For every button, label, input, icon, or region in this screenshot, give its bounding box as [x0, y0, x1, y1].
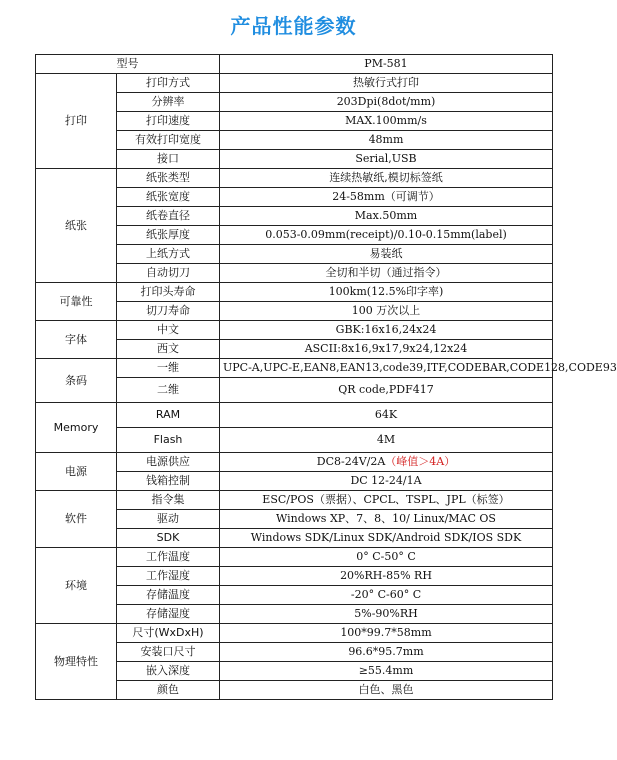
spec-value: 203Dpi(8dot/mm) — [220, 93, 553, 112]
spec-name: 西文 — [117, 340, 220, 359]
spec-name: 嵌入深度 — [117, 662, 220, 681]
spec-name: 打印头寿命 — [117, 283, 220, 302]
spec-value: 4M — [220, 428, 553, 453]
spec-name: Flash — [117, 428, 220, 453]
spec-name: 接口 — [117, 150, 220, 169]
spec-value: Serial,USB — [220, 150, 553, 169]
spec-name: 自动切刀 — [117, 264, 220, 283]
spec-value: 100*99.7*58mm — [220, 624, 553, 643]
table-row — [36, 403, 553, 428]
model-value: PM-581 — [220, 55, 553, 74]
spec-value: 易装纸 — [220, 245, 553, 264]
spec-value: 5%-90%RH — [220, 605, 553, 624]
spec-table — [35, 54, 617, 700]
spec-value: 全切和半切（通过指令） — [220, 264, 553, 283]
spec-value: UPC-A,UPC-E,EAN8,EAN13,code39,ITF,CODEBAR,CODE128,CODE93 — [220, 359, 553, 378]
spec-name: 纸卷直径 — [117, 207, 220, 226]
spec-name: RAM — [117, 403, 220, 428]
category-software: 软件 — [36, 491, 117, 548]
spec-name: 一维 — [117, 359, 220, 378]
peak-note: （峰值＞4A） — [385, 455, 456, 468]
spec-value: Windows SDK/Linux SDK/Android SDK/IOS SDK — [220, 529, 553, 548]
spec-value: DC 12-24/1A — [220, 472, 553, 491]
spec-name: 纸张宽度 — [117, 188, 220, 207]
spec-value: Max.50mm — [220, 207, 553, 226]
spec-name: 尺寸(WxDxH) — [117, 624, 220, 643]
spec-name: 中文 — [117, 321, 220, 340]
spec-value: Windows XP、7、8、10/ Linux/MAC OS — [220, 510, 553, 529]
spec-name: SDK — [117, 529, 220, 548]
spec-name: 电源供应 — [117, 453, 220, 472]
spec-value: 连续热敏纸,模切标签纸 — [220, 169, 553, 188]
spec-value: 0° C-50° C — [220, 548, 553, 567]
spec-name: 存储温度 — [117, 586, 220, 605]
table-row — [36, 453, 553, 472]
spec-value: 48mm — [220, 131, 553, 150]
category-memory: Memory — [36, 403, 117, 453]
spec-value — [220, 453, 553, 472]
spec-value: 0.053-0.09mm(receipt)/0.10-0.15mm(label) — [220, 226, 553, 245]
category-environment: 环境 — [36, 548, 117, 624]
category-print: 打印 — [36, 74, 117, 169]
spec-name: 切刀寿命 — [117, 302, 220, 321]
spec-value: 24-58mm（可调节） — [220, 188, 553, 207]
spec-name: 存储湿度 — [117, 605, 220, 624]
spec-value: ASCII:8x16,9x17,9x24,12x24 — [220, 340, 553, 359]
spec-value: 64K — [220, 403, 553, 428]
spec-name: 二维 — [117, 378, 220, 403]
category-barcode: 条码 — [36, 359, 117, 403]
spec-name: 驱动 — [117, 510, 220, 529]
model-label: 型号 — [36, 55, 220, 74]
table-row — [36, 491, 553, 510]
spec-value: 热敏行式打印 — [220, 74, 553, 93]
category-reliability: 可靠性 — [36, 283, 117, 321]
spec-value: MAX.100mm/s — [220, 112, 553, 131]
spec-value: 20%RH-85% RH — [220, 567, 553, 586]
category-font: 字体 — [36, 321, 117, 359]
spec-name: 颜色 — [117, 681, 220, 700]
spec-value: GBK:16x16,24x24 — [220, 321, 553, 340]
table-header-row — [36, 55, 553, 74]
table-row — [36, 169, 553, 188]
table-row — [36, 283, 553, 302]
spec-name: 安装口尺寸 — [117, 643, 220, 662]
spec-value: 96.6*95.7mm — [220, 643, 553, 662]
spec-name: 纸张厚度 — [117, 226, 220, 245]
table-row — [36, 74, 553, 93]
table-row — [36, 321, 553, 340]
spec-value: 100 万次以上 — [220, 302, 553, 321]
power-value: DC8-24V/2A — [316, 455, 386, 468]
table-row — [36, 624, 553, 643]
spec-name: 分辨率 — [117, 93, 220, 112]
spec-name: 指令集 — [117, 491, 220, 510]
category-power: 电源 — [36, 453, 117, 491]
spec-name: 工作温度 — [117, 548, 220, 567]
table-row — [36, 548, 553, 567]
spec-name: 钱箱控制 — [117, 472, 220, 491]
spec-value: QR code,PDF417 — [220, 378, 553, 403]
category-physical: 物理特性 — [36, 624, 117, 700]
spec-value: ESC/POS（票据）、CPCL、TSPL、JPL（标签） — [220, 491, 553, 510]
spec-value: -20° C-60° C — [220, 586, 553, 605]
spec-name: 上纸方式 — [117, 245, 220, 264]
spec-value: 100km(12.5%印字率) — [220, 283, 553, 302]
spec-name: 有效打印宽度 — [117, 131, 220, 150]
table-row — [36, 359, 553, 378]
spec-value: 白色、黑色 — [220, 681, 553, 700]
spec-name: 纸张类型 — [117, 169, 220, 188]
page-title: 产品性能参数 — [230, 14, 357, 38]
category-paper: 纸张 — [36, 169, 117, 283]
spec-name: 打印方式 — [117, 74, 220, 93]
spec-value: ≥55.4mm — [220, 662, 553, 681]
spec-name: 工作湿度 — [117, 567, 220, 586]
spec-name: 打印速度 — [117, 112, 220, 131]
